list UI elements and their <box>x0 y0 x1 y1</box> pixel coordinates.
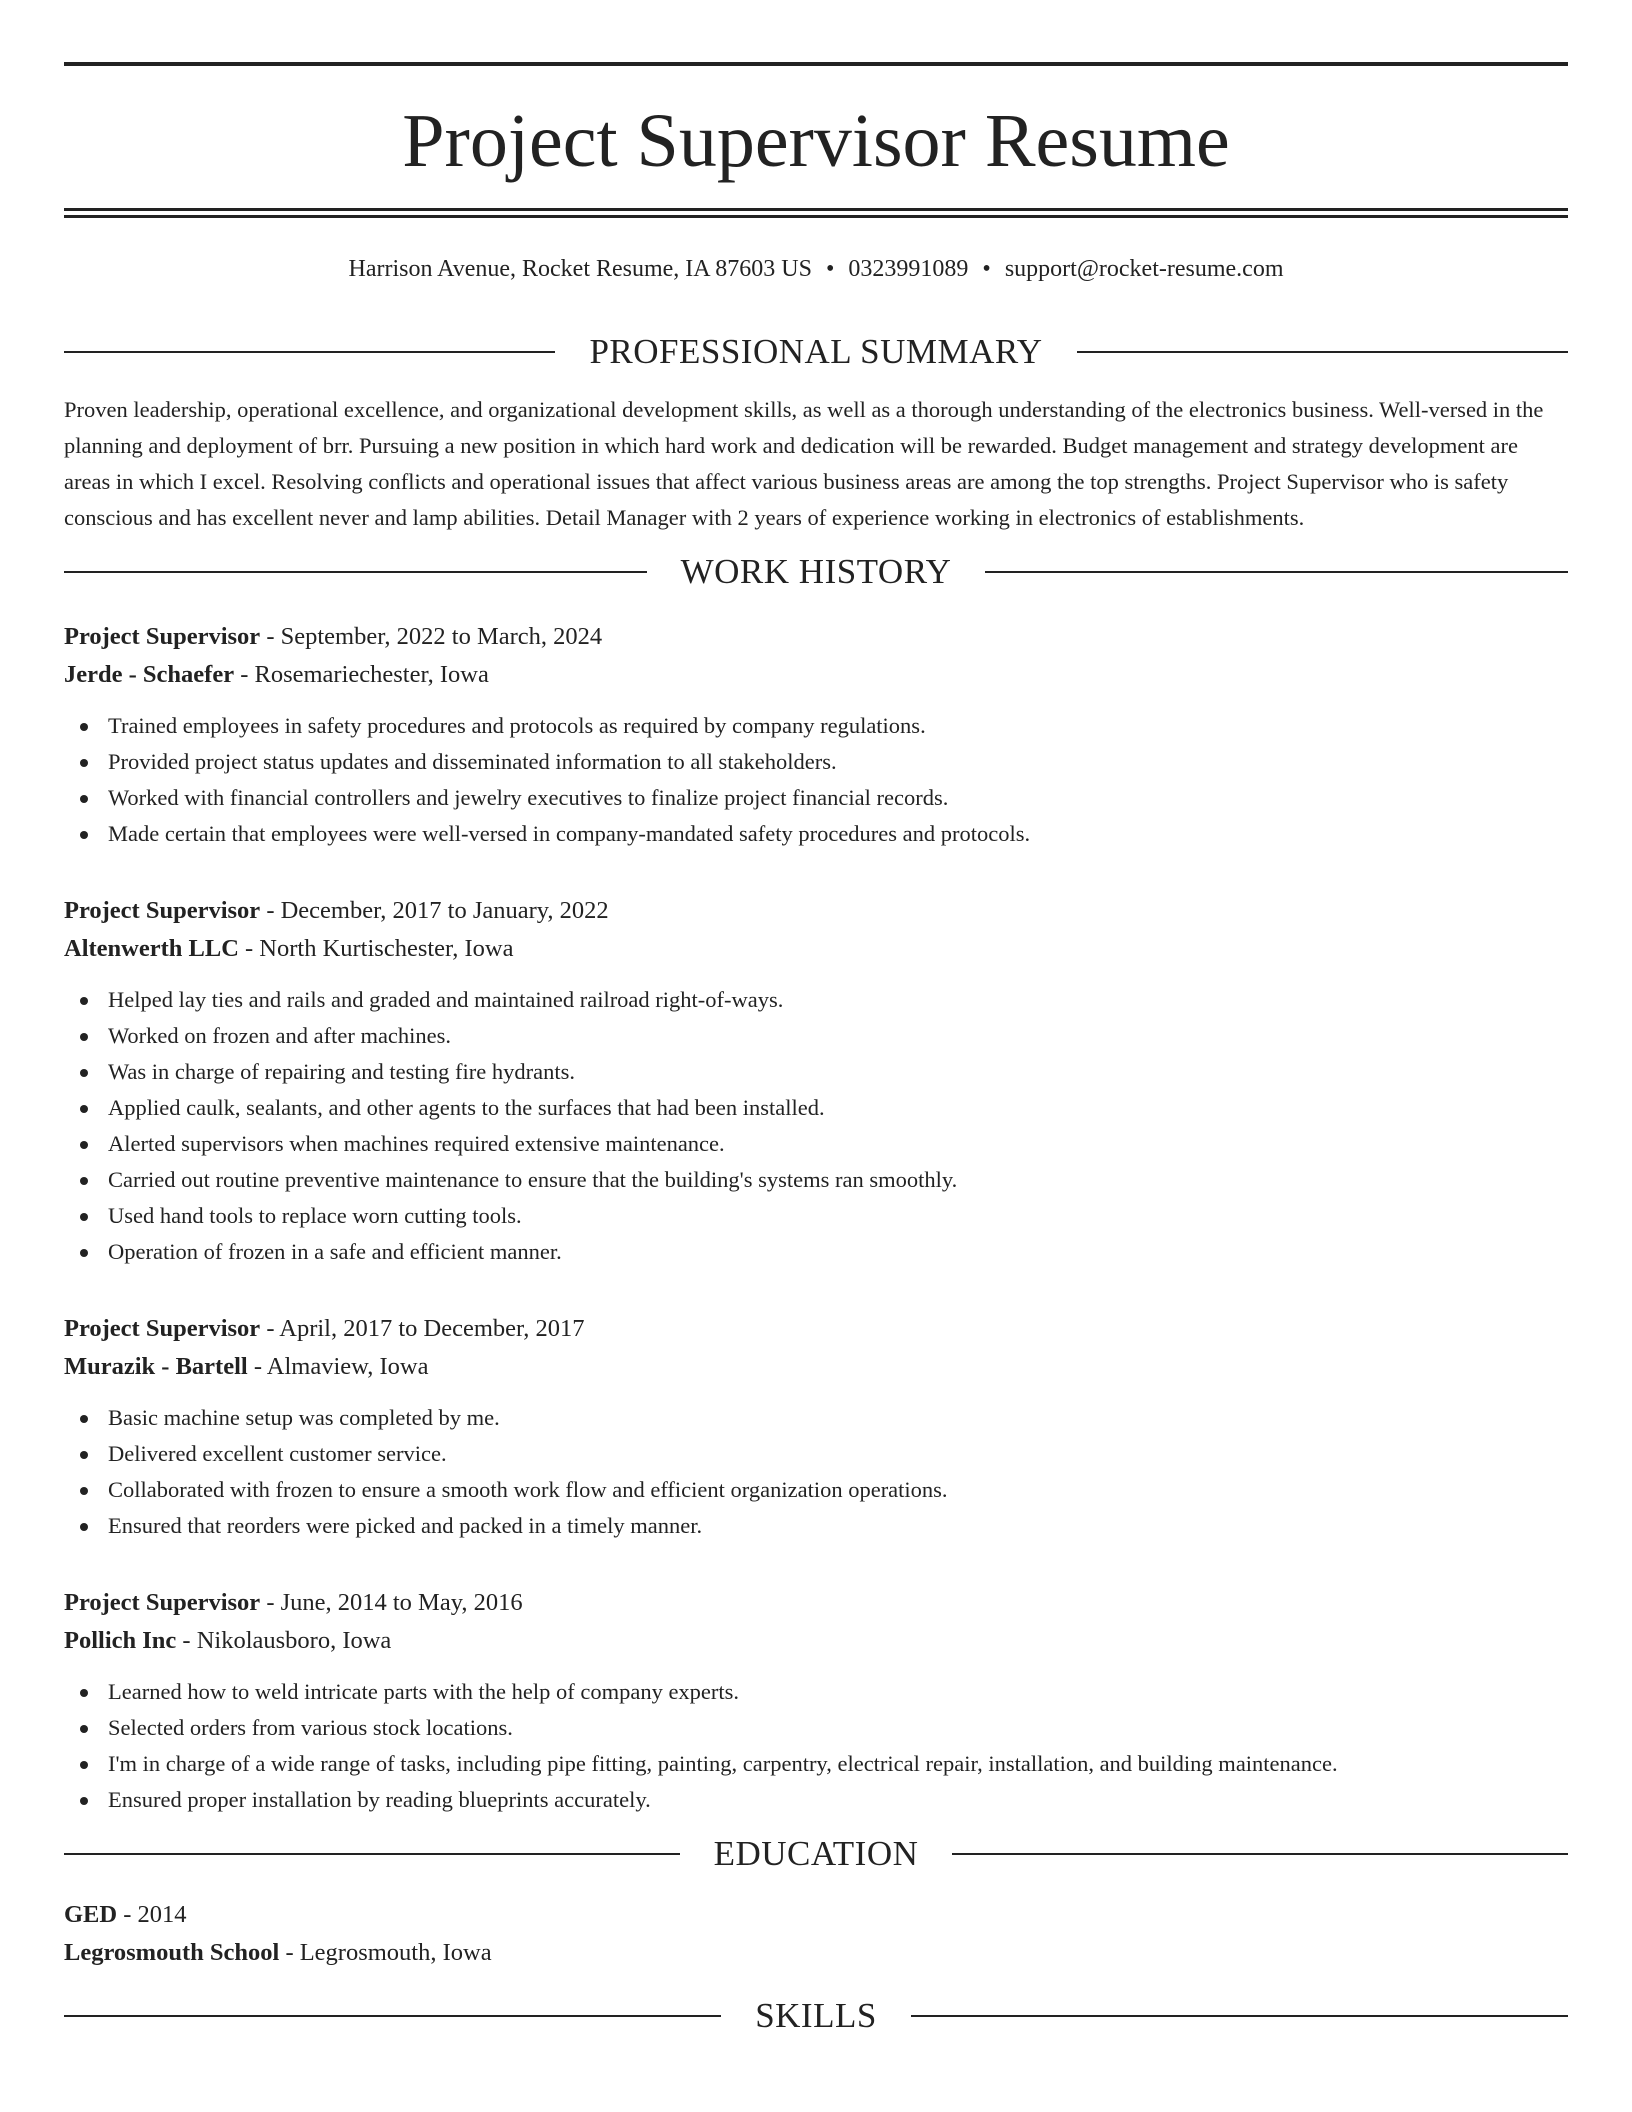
heading-rule-left <box>64 1853 680 1855</box>
heading-rule-left <box>64 571 647 573</box>
bullet-dot-icon <box>80 1523 88 1531</box>
top-rule <box>64 62 1568 66</box>
job-bullet: I'm in charge of a wide range of tasks, including pipe fitting, painting, carpentry, electrical repair, installation, and building maintenance. <box>64 1746 1568 1782</box>
education-school-line <box>64 1934 1568 1972</box>
job-dates: - April, 2017 to December, 2017 <box>260 1315 585 1342</box>
job-entry <box>64 892 1568 1270</box>
bullet-dot-icon <box>80 1213 88 1221</box>
bullet-dot-icon <box>80 759 88 767</box>
job-dates: - September, 2022 to March, 2024 <box>260 623 603 650</box>
bullet-dot-icon <box>80 1105 88 1113</box>
bullet-dot-icon <box>80 1797 88 1805</box>
job-bullet: Provided project status updates and disseminated information to all stakeholders. <box>64 744 1568 780</box>
job-bullet: Helped lay ties and rails and graded and maintained railroad right-of-ways. <box>64 982 1568 1018</box>
job-bullet: Operation of frozen in a safe and efficient manner. <box>64 1234 1568 1270</box>
section-heading-education <box>64 1834 1568 1874</box>
job-dates: - June, 2014 to May, 2016 <box>260 1589 523 1616</box>
bullet-dot-icon <box>80 1249 88 1257</box>
bullet-dot-icon <box>80 1725 88 1733</box>
job-bullet: Worked on frozen and after machines. <box>64 1018 1568 1054</box>
resume-title: Project Supervisor Resume <box>402 99 1230 183</box>
job-bullet: Trained employees in safety procedures and protocols as required by company regulations. <box>64 708 1568 744</box>
section-title: EDUCATION <box>713 1834 919 1873</box>
job-bullet: Was in charge of repairing and testing fire hydrants. <box>64 1054 1568 1090</box>
section-title: PROFESSIONAL SUMMARY <box>589 332 1043 371</box>
job-title: Project Supervisor <box>64 623 261 650</box>
job-bullet: Selected orders from various stock locations. <box>64 1710 1568 1746</box>
bullet-dot-icon <box>80 1033 88 1041</box>
job-bullets <box>64 1400 1568 1544</box>
job-bullet: Made certain that employees were well-versed in company-mandated safety procedures and protocols. <box>64 816 1568 852</box>
heading-rule-left <box>64 2015 721 2017</box>
section-heading-work-history <box>64 552 1568 592</box>
job-bullet: Used hand tools to replace worn cutting tools. <box>64 1198 1568 1234</box>
title-double-rule <box>64 208 1568 218</box>
bullet-dot-icon <box>80 795 88 803</box>
job-title: Project Supervisor <box>64 897 261 924</box>
job-bullet: Collaborated with frozen to ensure a smooth work flow and efficient organization operations. <box>64 1472 1568 1508</box>
job-company: Pollich Inc <box>64 1627 177 1654</box>
job-bullet: Alerted supervisors when machines required extensive maintenance. <box>64 1126 1568 1162</box>
job-title-line <box>64 1584 1568 1622</box>
bullet-dot-icon <box>80 1487 88 1495</box>
job-bullet: Worked with financial controllers and jewelry executives to finalize project financial records. <box>64 780 1568 816</box>
job-title-line <box>64 892 1568 930</box>
section-title: WORK HISTORY <box>680 552 952 591</box>
bullet-dot-icon <box>80 1069 88 1077</box>
section-title: SKILLS <box>755 1996 877 2035</box>
summary-text: Proven leadership, operational excellence, and organizational development skills, as well as a thorough understanding of the electronics business. Well-versed in the planning and deployment of brr. Pursuing a new position in which hard work and dedication will be rewarded. Budget management and strategy development are areas in which I excel. Resolving conflicts and operational issues that affect various business areas are among the top strengths. Project Supervisor who is safety conscious and has excellent never and lamp abilities. Detail Manager with 2 years of experience working in electronics of establishments. <box>64 397 1544 530</box>
job-location: - Rosemariechester, Iowa <box>234 661 489 688</box>
job-bullets <box>64 708 1568 852</box>
job-entry <box>64 1310 1568 1544</box>
contact-email[interactable]: support@rocket-resume.com <box>1004 256 1284 282</box>
job-dates: - December, 2017 to January, 2022 <box>260 897 609 924</box>
section-heading-summary <box>64 332 1568 372</box>
heading-rule-right <box>1077 351 1568 353</box>
job-bullet: Delivered excellent customer service. <box>64 1436 1568 1472</box>
section-heading-skills <box>64 1996 1568 2036</box>
contact-phone: 0323991089 <box>848 256 969 282</box>
job-company-line <box>64 656 1568 694</box>
education-degree-line <box>64 1896 1568 1934</box>
job-bullet: Carried out routine preventive maintenance to ensure that the building's systems ran smoothly. <box>64 1162 1568 1198</box>
job-title-line <box>64 618 1568 656</box>
job-bullets <box>64 982 1568 1270</box>
contact-address: Harrison Avenue, Rocket Resume, IA 87603 US <box>348 256 812 282</box>
heading-rule-right <box>952 1853 1568 1855</box>
job-entry <box>64 618 1568 852</box>
job-company-line <box>64 1348 1568 1386</box>
heading-rule-right <box>985 571 1568 573</box>
contact-line <box>64 254 1568 284</box>
job-bullet: Ensured proper installation by reading blueprints accurately. <box>64 1782 1568 1818</box>
job-location: - Nikolausboro, Iowa <box>176 1627 392 1654</box>
bullet-dot-icon <box>80 1689 88 1697</box>
bullet-dot-icon <box>80 1141 88 1149</box>
job-bullet: Basic machine setup was completed by me. <box>64 1400 1568 1436</box>
job-company-line <box>64 930 1568 968</box>
job-company: Jerde - Schaefer <box>64 661 235 688</box>
job-title: Project Supervisor <box>64 1589 261 1616</box>
education-school: Legrosmouth School <box>64 1939 280 1966</box>
job-bullet: Learned how to weld intricate parts with the help of company experts. <box>64 1674 1568 1710</box>
bullet-dot-icon <box>80 997 88 1005</box>
job-company: Murazik - Bartell <box>64 1353 248 1380</box>
job-location: - Almaview, Iowa <box>247 1353 429 1380</box>
job-bullet: Applied caulk, sealants, and other agents to the surfaces that had been installed. <box>64 1090 1568 1126</box>
job-bullets <box>64 1674 1568 1818</box>
contact-separator: • <box>982 256 991 282</box>
education-year: - 2014 <box>117 1901 187 1928</box>
job-company: Altenwerth LLC <box>64 935 239 962</box>
education-entry <box>64 1896 1568 1972</box>
job-title-line <box>64 1310 1568 1348</box>
heading-rule-left <box>64 351 555 353</box>
job-bullet: Ensured that reorders were picked and packed in a timely manner. <box>64 1508 1568 1544</box>
education-location: - Legrosmouth, Iowa <box>279 1939 492 1966</box>
heading-rule-right <box>911 2015 1568 2017</box>
bullet-dot-icon <box>80 831 88 839</box>
job-company-line <box>64 1622 1568 1660</box>
job-location: - North Kurtischester, Iowa <box>238 935 514 962</box>
bullet-dot-icon <box>80 723 88 731</box>
job-entry <box>64 1584 1568 1818</box>
bullet-dot-icon <box>80 1761 88 1769</box>
bullet-dot-icon <box>80 1451 88 1459</box>
resume-content <box>64 0 1568 2036</box>
bullet-dot-icon <box>80 1177 88 1185</box>
education-degree: GED <box>64 1901 118 1928</box>
bullet-dot-icon <box>80 1415 88 1423</box>
job-title: Project Supervisor <box>64 1315 261 1342</box>
contact-separator: • <box>826 256 835 282</box>
